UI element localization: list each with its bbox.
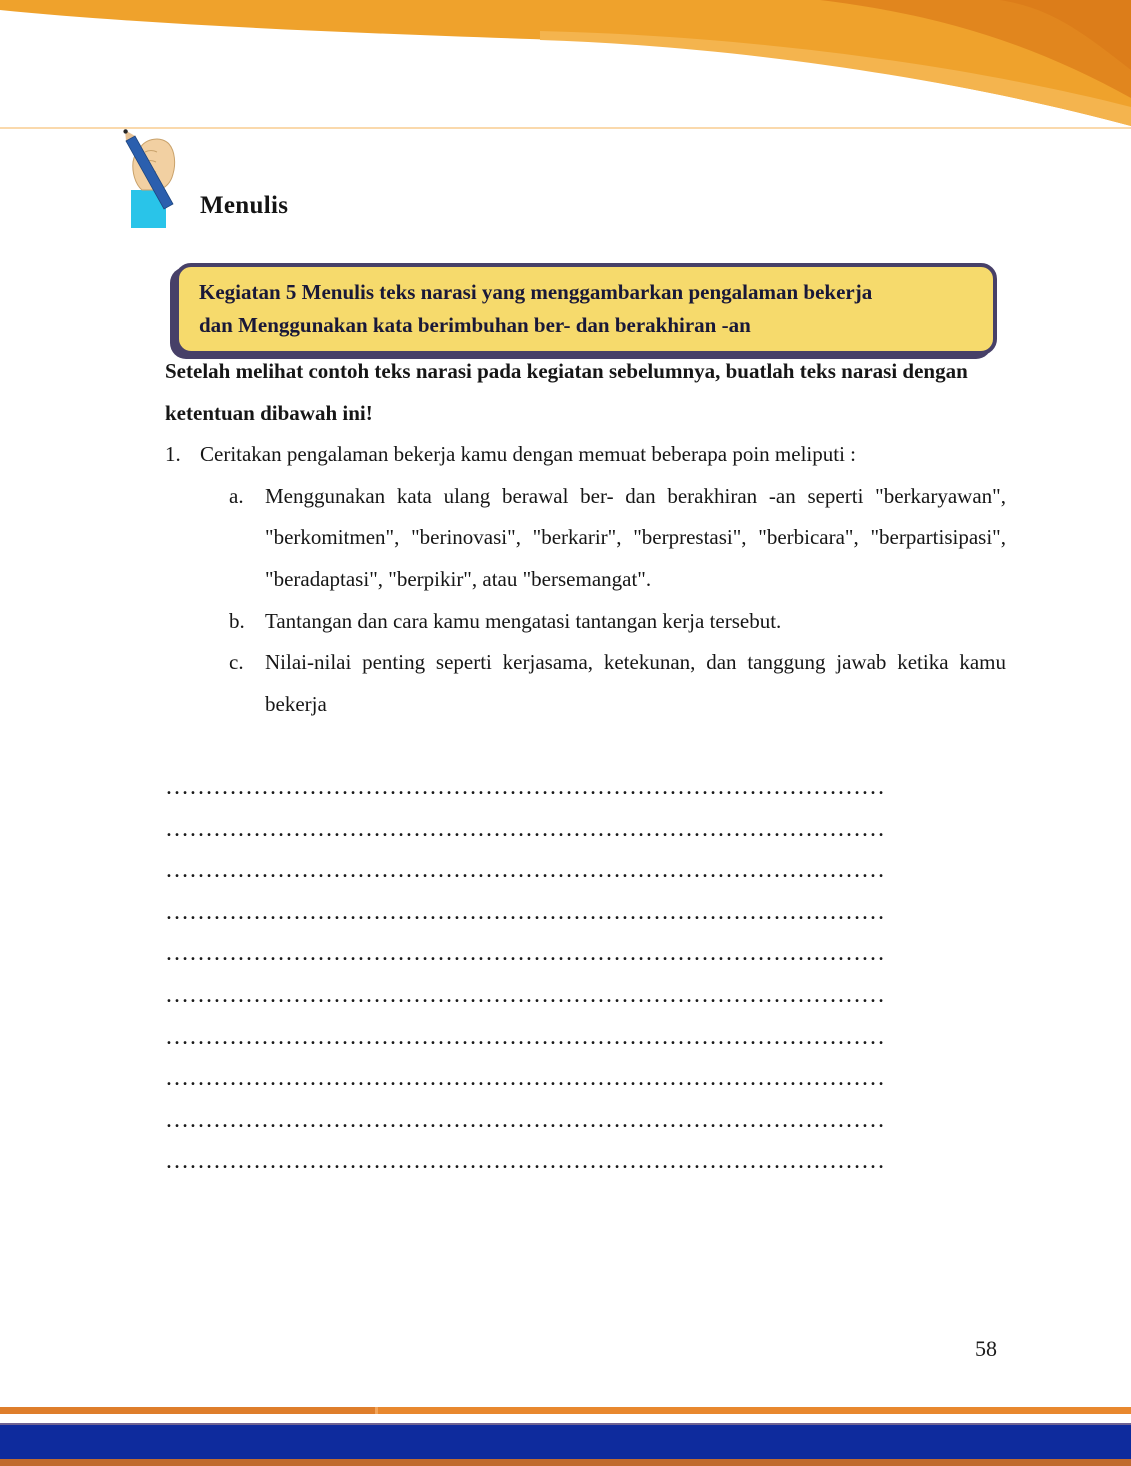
footer-orange-bar <box>0 1407 1131 1414</box>
answer-line: ……………………………………………………………………………… <box>165 1106 885 1133</box>
answer-lines-area <box>165 767 1006 1183</box>
answer-line: ……………………………………………………………………………… <box>165 1065 885 1092</box>
answer-line: ……………………………………………………………………………… <box>165 815 885 842</box>
activity-title-box <box>175 263 997 355</box>
answer-line: ……………………………………………………………………………… <box>165 1023 885 1050</box>
sub-item-c-letter: c. <box>229 650 244 675</box>
instructions-section <box>165 351 1006 1183</box>
instructions-intro: Setelah melihat contoh teks narasi pada kegiatan sebelumnya, buatlah teks narasi dengan ketentuan dibawah ini! <box>165 359 968 425</box>
sub-item-b-text: Tantangan dan cara kamu mengatasi tantangan kerja tersebut. <box>265 608 782 633</box>
answer-line: ……………………………………………………………………………… <box>165 1148 885 1175</box>
footer-bottom-strip <box>0 1459 1131 1466</box>
list-item-1-text: Ceritakan pengalaman bekerja kamu dengan memuat beberapa poin meliputi : <box>200 442 857 467</box>
sub-item-a <box>229 476 1006 601</box>
sub-item-a-text: Menggunakan kata ulang berawal ber- dan berakhiran -an seperti "berkaryawan", "berkomitmen", "berinovasi", "berkarir", "berprestasi", "berbicara", "berpartisipasi", "beradaptasi", "berpikir", atau "bersemangat". <box>265 483 1006 591</box>
list-item-1-number: 1. <box>165 442 181 467</box>
answer-line: ……………………………………………………………………………… <box>165 940 885 967</box>
answer-line: ……………………………………………………………………………… <box>165 773 885 800</box>
sub-item-b-letter: b. <box>229 608 245 633</box>
sub-item-c <box>229 642 1006 725</box>
answer-line: ……………………………………………………………………………… <box>165 981 885 1008</box>
page-number: 58 <box>975 1336 997 1361</box>
footer-orange-bar-divider <box>375 1407 378 1414</box>
pencil-in-hand-icon <box>122 128 184 228</box>
sub-item-a-letter: a. <box>229 483 244 508</box>
activity-title-line2: dan Menggunakan kata berimbuhan ber- dan berakhiran -an <box>199 313 751 337</box>
footer-orange-bar-left-segment <box>0 1407 375 1414</box>
activity-title-line1: Kegiatan 5 Menulis teks narasi yang menggambarkan pengalaman bekerja <box>199 280 873 304</box>
answer-line: ……………………………………………………………………………… <box>165 898 885 925</box>
sub-item-c-text: Nilai-nilai penting seperti kerjasama, ketekunan, dan tanggung jawab ketika kamu bekerja <box>265 650 1006 716</box>
header-swoosh-decoration <box>0 0 1131 132</box>
footer-blue-bar <box>0 1425 1131 1459</box>
section-title: Menulis <box>200 192 289 219</box>
sub-item-b <box>229 601 1006 643</box>
answer-line: ……………………………………………………………………………… <box>165 857 885 884</box>
list-item-1 <box>165 434 1006 476</box>
